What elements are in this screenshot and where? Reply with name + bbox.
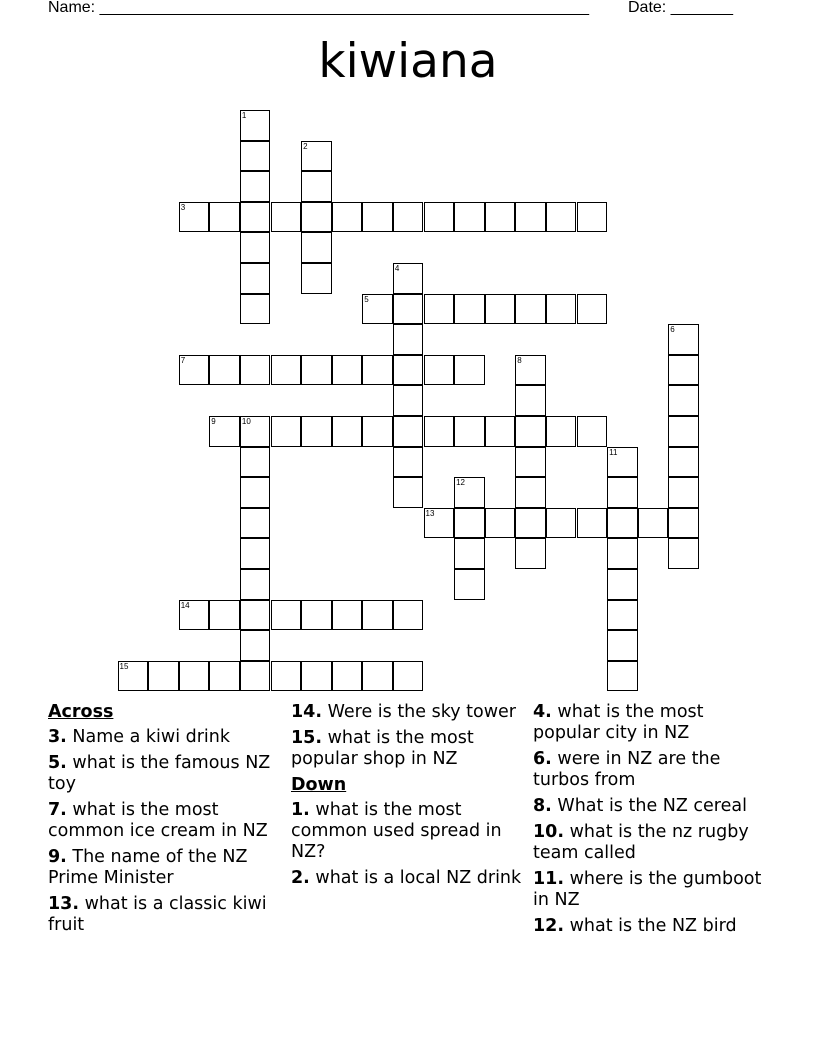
name-line[interactable]: _______________________________________________________ <box>99 0 589 16</box>
clue-item-number: 10. <box>533 822 565 842</box>
clue-column-2 <box>291 702 523 894</box>
grid-cell[interactable] <box>301 141 332 172</box>
grid-cell[interactable] <box>424 508 455 539</box>
clue-item <box>48 894 280 936</box>
grid-cell[interactable] <box>607 600 638 631</box>
clue-heading: Across <box>48 702 114 722</box>
grid-cell[interactable] <box>240 171 271 202</box>
grid-cell[interactable] <box>362 294 393 325</box>
grid-cell[interactable] <box>362 202 393 233</box>
grid-cell[interactable] <box>607 538 638 569</box>
grid-cell[interactable] <box>577 202 608 233</box>
page-title: kiwiana <box>318 34 498 89</box>
grid-cell[interactable] <box>577 416 608 447</box>
clue-number: 1 <box>241 111 247 120</box>
clue-item <box>48 847 280 889</box>
clue-item-text: what is a classic kiwi fruit <box>48 894 267 935</box>
grid-cell[interactable] <box>515 385 546 416</box>
clue-item-number: 14. <box>291 702 323 722</box>
clue-item-text: what is the most common ice cream in NZ <box>48 800 268 841</box>
clue-item-text: Name a kiwi drink <box>72 727 231 747</box>
grid-cell[interactable] <box>607 569 638 600</box>
grid-cell[interactable] <box>515 538 546 569</box>
grid-cell[interactable] <box>668 447 699 478</box>
grid-cell[interactable] <box>271 416 302 447</box>
grid-cell[interactable] <box>271 661 302 692</box>
clue-item-text: were in NZ are the turbos from <box>533 749 721 790</box>
grid-cell[interactable] <box>668 508 699 539</box>
grid-cell[interactable] <box>240 110 271 141</box>
grid-cell[interactable] <box>668 385 699 416</box>
grid-cell[interactable] <box>515 355 546 386</box>
grid-cell[interactable] <box>454 477 485 508</box>
grid-cell[interactable] <box>515 294 546 325</box>
clue-item <box>533 796 765 817</box>
grid-cell[interactable] <box>515 508 546 539</box>
clue-item-text: The name of the NZ Prime Minister <box>48 847 248 888</box>
grid-cell[interactable] <box>393 477 424 508</box>
clue-item-text: what is the famous NZ toy <box>48 753 271 794</box>
clue-item-number: 6. <box>533 749 552 769</box>
clue-heading: Down <box>291 775 347 795</box>
grid-cell[interactable] <box>148 661 179 692</box>
grid-cell[interactable] <box>332 355 363 386</box>
grid-cell[interactable] <box>240 416 271 447</box>
clue-item-text: what is the nz rugby team called <box>533 822 749 863</box>
grid-cell[interactable] <box>362 600 393 631</box>
clue-item-text: where is the gumboot in NZ <box>533 869 762 910</box>
clue-item-number: 3. <box>48 727 67 747</box>
grid-cell[interactable] <box>240 661 271 692</box>
grid-cell[interactable] <box>454 508 485 539</box>
clue-item <box>48 727 280 748</box>
clue-number: 7 <box>180 355 186 365</box>
clue-item-text: what is the most popular city in NZ <box>533 702 704 743</box>
grid-cell[interactable] <box>393 355 424 386</box>
grid-cell[interactable] <box>668 477 699 508</box>
grid-cell[interactable] <box>424 416 455 447</box>
clue-item-text: What is the NZ cereal <box>557 796 747 816</box>
grid-cell[interactable] <box>301 355 332 386</box>
clue-item <box>533 869 765 911</box>
grid-cell[interactable] <box>668 324 699 355</box>
grid-cell[interactable] <box>424 355 455 386</box>
clue-item <box>291 868 523 889</box>
grid-cell[interactable] <box>393 385 424 416</box>
clue-item-number: 9. <box>48 847 67 867</box>
clue-item <box>291 728 523 770</box>
grid-cell[interactable] <box>240 355 271 386</box>
clue-item <box>48 800 280 842</box>
grid-cell[interactable] <box>332 202 363 233</box>
grid-cell[interactable] <box>668 355 699 386</box>
grid-cell[interactable] <box>393 294 424 325</box>
grid-cell[interactable] <box>362 416 393 447</box>
grid-cell[interactable] <box>179 202 210 233</box>
grid-cell[interactable] <box>454 202 485 233</box>
grid-cell[interactable] <box>332 416 363 447</box>
grid-cell[interactable] <box>393 600 424 631</box>
clue-item <box>533 916 765 937</box>
grid-cell[interactable] <box>485 508 516 539</box>
clue-item-number: 1. <box>291 800 310 820</box>
clue-number: 8 <box>517 355 522 365</box>
grid-cell[interactable] <box>209 202 240 233</box>
grid-cell[interactable] <box>393 661 424 692</box>
grid-cell[interactable] <box>577 294 608 325</box>
grid-cell[interactable] <box>240 294 271 325</box>
name-label: Name: <box>48 0 100 16</box>
grid-cell[interactable] <box>301 600 332 631</box>
grid-cell[interactable] <box>240 141 271 172</box>
date-line[interactable]: _______ <box>670 0 733 16</box>
grid-cell[interactable] <box>301 263 332 294</box>
grid-cell[interactable] <box>209 600 240 631</box>
clue-item-text: what is the NZ bird <box>569 916 737 936</box>
grid-cell[interactable] <box>393 416 424 447</box>
grid-cell[interactable] <box>454 569 485 600</box>
grid-cell[interactable] <box>485 416 516 447</box>
grid-cell[interactable] <box>240 630 271 661</box>
grid-cell[interactable] <box>240 202 271 233</box>
grid-cell[interactable] <box>454 538 485 569</box>
clue-item-number: 7. <box>48 800 67 820</box>
clue-number: 15 <box>119 661 129 671</box>
grid-cell[interactable] <box>454 416 485 447</box>
grid-cell[interactable] <box>638 508 669 539</box>
grid-cell[interactable] <box>668 416 699 447</box>
grid-cell[interactable] <box>301 661 332 692</box>
clue-item <box>291 800 523 863</box>
grid-cell[interactable] <box>393 324 424 355</box>
grid-cell[interactable] <box>209 416 240 447</box>
clue-item <box>291 702 523 723</box>
clue-item <box>533 822 765 864</box>
clue-item <box>533 749 765 791</box>
grid-cell[interactable] <box>393 447 424 478</box>
grid-cell[interactable] <box>485 202 516 233</box>
clue-number: 3 <box>180 202 186 212</box>
grid-cell[interactable] <box>209 661 240 692</box>
grid-cell[interactable] <box>607 477 638 508</box>
grid-cell[interactable] <box>301 171 332 202</box>
grid-cell[interactable] <box>607 630 638 661</box>
grid-cell[interactable] <box>271 355 302 386</box>
clue-number: 6 <box>670 325 675 335</box>
grid-cell[interactable] <box>424 202 455 233</box>
clue-number: 5 <box>364 294 369 304</box>
clue-item-number: 15. <box>291 728 323 748</box>
grid-cell[interactable] <box>393 263 424 294</box>
grid-cell[interactable] <box>332 661 363 692</box>
clue-number: 9 <box>211 417 216 426</box>
clue-number: 12 <box>456 478 465 488</box>
grid-cell[interactable] <box>332 600 363 631</box>
grid-cell[interactable] <box>240 263 271 294</box>
clue-item-number: 5. <box>48 753 67 773</box>
clue-column-3 <box>533 702 765 942</box>
clue-item-number: 11. <box>533 869 565 889</box>
clue-item-number: 8. <box>533 796 552 816</box>
grid-cell[interactable] <box>607 661 638 692</box>
grid-cell[interactable] <box>515 202 546 233</box>
grid-cell[interactable] <box>240 447 271 478</box>
clue-item-number: 13. <box>48 894 80 914</box>
clue-number: 13 <box>425 508 435 518</box>
grid-cell[interactable] <box>607 508 638 539</box>
clue-number: 2 <box>303 141 308 151</box>
clue-item-text: what is the most common used spread in NZ? <box>291 800 502 862</box>
grid-cell[interactable] <box>485 294 516 325</box>
clue-number: 11 <box>609 447 618 457</box>
clue-number: 10 <box>241 417 251 426</box>
grid-cell[interactable] <box>240 477 271 508</box>
grid-cell[interactable] <box>454 294 485 325</box>
grid-cell[interactable] <box>209 355 240 386</box>
grid-cell[interactable] <box>362 661 393 692</box>
clue-item-number: 4. <box>533 702 552 722</box>
grid-cell[interactable] <box>577 508 608 539</box>
grid-cell[interactable] <box>240 569 271 600</box>
grid-cell[interactable] <box>362 355 393 386</box>
clue-item-number: 12. <box>533 916 565 936</box>
clue-item-text: what is a local NZ drink <box>315 868 522 888</box>
grid-cell[interactable] <box>515 447 546 478</box>
grid-cell[interactable] <box>301 202 332 233</box>
grid-cell[interactable] <box>546 508 577 539</box>
date-label: Date: <box>628 0 671 16</box>
clue-item <box>48 753 280 795</box>
clue-number: 4 <box>394 264 400 273</box>
grid-cell[interactable] <box>118 661 149 692</box>
grid-cell[interactable] <box>240 508 271 539</box>
grid-cell[interactable] <box>271 202 302 233</box>
clue-item-number: 2. <box>291 868 310 888</box>
grid-cell[interactable] <box>515 477 546 508</box>
grid-cell[interactable] <box>240 232 271 263</box>
grid-cell[interactable] <box>607 447 638 478</box>
grid-cell[interactable] <box>424 294 455 325</box>
grid-cell[interactable] <box>454 355 485 386</box>
grid-cell[interactable] <box>515 416 546 447</box>
grid-cell[interactable] <box>240 600 271 631</box>
grid-cell[interactable] <box>301 416 332 447</box>
clue-item-text: what is the most popular shop in NZ <box>291 728 474 769</box>
grid-cell[interactable] <box>546 202 577 233</box>
grid-cell[interactable] <box>271 600 302 631</box>
grid-cell[interactable] <box>179 355 210 386</box>
clue-item <box>533 702 765 744</box>
grid-cell[interactable] <box>179 661 210 692</box>
clue-item-text: Were is the sky tower <box>327 702 516 722</box>
grid-cell[interactable] <box>393 202 424 233</box>
grid-cell[interactable] <box>240 538 271 569</box>
clue-number: 14 <box>180 600 190 610</box>
grid-cell[interactable] <box>179 600 210 631</box>
clue-column-1 <box>48 702 280 941</box>
grid-cell[interactable] <box>546 416 577 447</box>
grid-cell[interactable] <box>668 538 699 569</box>
grid-cell[interactable] <box>301 232 332 263</box>
grid-cell[interactable] <box>546 294 577 325</box>
